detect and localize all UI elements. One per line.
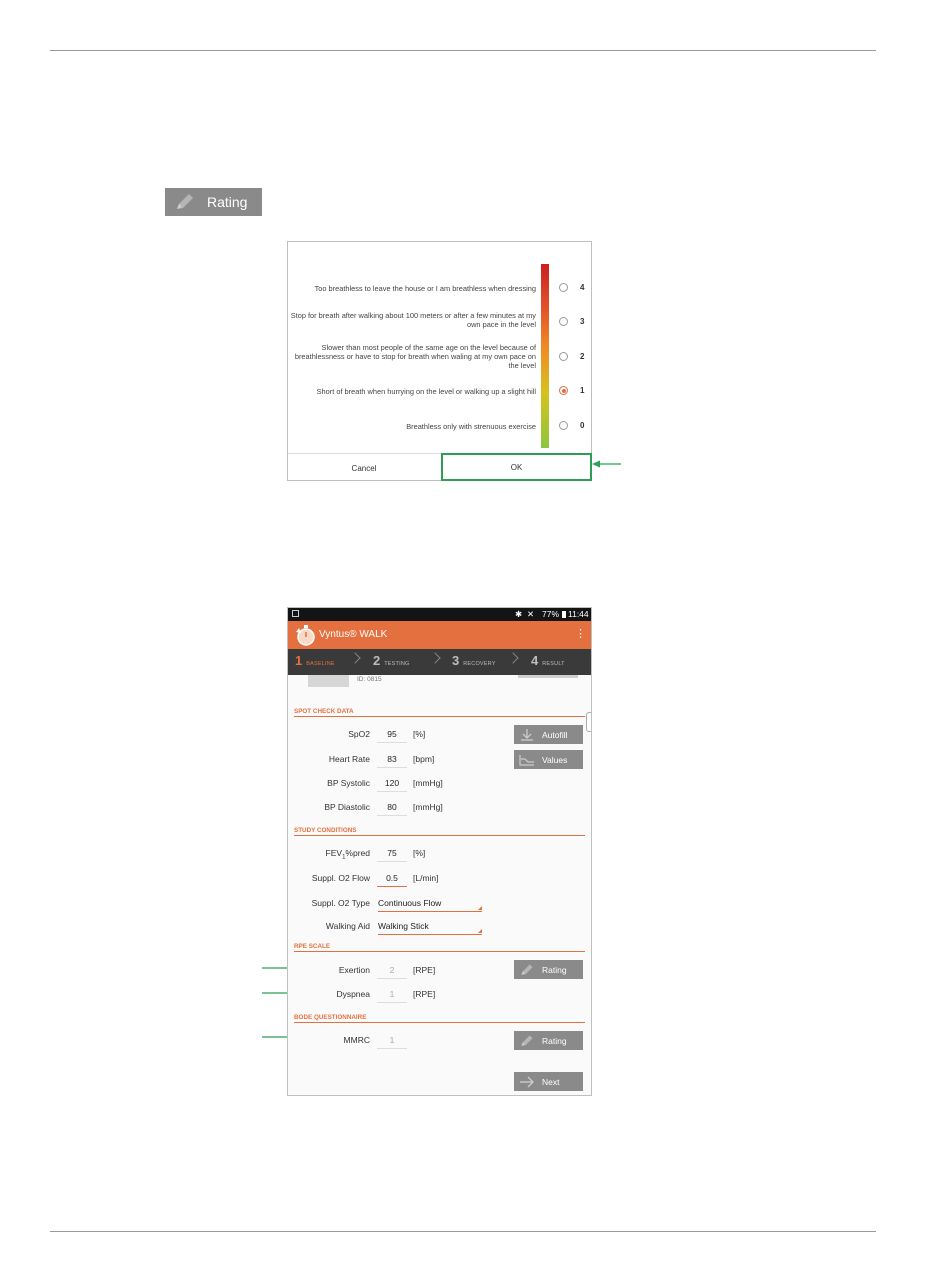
fev-field[interactable]: 75 <box>377 848 407 862</box>
values-label: Values <box>542 754 568 765</box>
bp-systolic-label: BP Systolic <box>327 778 370 788</box>
severity-gradient-bar <box>541 264 549 448</box>
rating-option-text: Too breathless to leave the house or I am breathless when dressing <box>314 284 536 293</box>
rating-option-text: Breathless only with strenuous exercise <box>406 422 536 431</box>
chart-line-icon <box>514 754 540 766</box>
step-label: RESULT <box>542 661 565 667</box>
exertion-label: Exertion <box>338 965 370 975</box>
app-title: Vyntus® WALK <box>319 629 388 640</box>
pencil-icon <box>514 1034 540 1048</box>
fev-label-main: FEV <box>325 848 343 858</box>
section-divider <box>294 835 585 836</box>
rating-value: 3 <box>580 317 585 326</box>
ok-button[interactable]: OK <box>441 453 592 481</box>
bp-systolic-unit: [mmHg] <box>413 778 443 788</box>
step-number: 1 <box>295 653 303 668</box>
step-label: RECOVERY <box>463 661 496 667</box>
mmrc-rating-dialog <box>287 241 592 481</box>
spo2-field[interactable]: 95 <box>377 729 407 743</box>
step-baseline[interactable] <box>295 653 335 668</box>
bp-systolic-field[interactable]: 120 <box>377 778 407 792</box>
spo2-unit: [%] <box>413 729 426 739</box>
arrow-right-icon <box>514 1076 540 1088</box>
step-label: BASELINE <box>306 661 335 667</box>
bp-diastolic-field[interactable]: 80 <box>377 802 407 816</box>
rating-option-text: Stop for breath after walking about 100 meters or after a few minutes at my own pace in the level <box>290 311 536 329</box>
fev-label <box>326 848 370 861</box>
rating-value: 0 <box>580 421 585 430</box>
phone-screen <box>287 607 592 1096</box>
rating-option-text: Short of breath when hurrying on the level or walking up a slight hill <box>316 387 536 396</box>
bode-rating-label: Rating <box>542 1035 567 1046</box>
pencil-icon <box>514 963 540 977</box>
rating-radio-0[interactable] <box>559 421 568 430</box>
chevron-right-icon <box>429 652 440 663</box>
mute-icon: ✕ <box>527 609 535 619</box>
step-number: 4 <box>531 653 539 668</box>
o2-flow-field[interactable]: 0.5 <box>377 873 407 887</box>
app-bar <box>288 621 591 649</box>
heart-rate-field[interactable]: 83 <box>377 754 407 768</box>
rating-radio-2[interactable] <box>559 352 568 361</box>
dyspnea-unit: [RPE] <box>413 989 436 999</box>
section-title-bode: BODE QUESTIONNAIRE <box>294 1014 367 1021</box>
overflow-menu-icon[interactable]: ⋮ <box>575 628 586 640</box>
o2-flow-label: Suppl. O2 Flow <box>311 873 370 883</box>
step-result[interactable] <box>531 653 565 668</box>
patient-id: ID: 0815 <box>357 676 382 683</box>
battery-icon <box>562 611 566 618</box>
patient-photo <box>308 675 349 687</box>
doc-rating-label: Rating <box>207 194 248 210</box>
step-testing[interactable] <box>373 653 409 668</box>
fev-unit: [%] <box>413 848 426 858</box>
section-divider <box>294 716 585 717</box>
spo2-label: SpO2 <box>348 729 370 739</box>
clock: 11:44 <box>568 609 589 619</box>
side-drawer-handle[interactable] <box>586 712 592 732</box>
chevron-right-icon <box>349 652 360 663</box>
bode-rating-button[interactable] <box>514 1031 583 1050</box>
exertion-field[interactable]: 2 <box>377 965 407 979</box>
values-button[interactable] <box>514 750 583 769</box>
rating-value: 1 <box>580 386 585 395</box>
chevron-right-icon <box>507 652 518 663</box>
page-bottom-rule <box>50 1231 876 1232</box>
mmrc-field[interactable]: 1 <box>377 1035 407 1049</box>
step-navigation <box>288 649 591 675</box>
rating-option-text: Slower than most people of the same age on the level because of breathlessness or have to stop for breath when waling at my own pace on the level <box>294 343 536 370</box>
scrolled-header-edge <box>518 675 578 678</box>
rating-radio-1[interactable] <box>559 386 568 395</box>
rating-radio-4[interactable] <box>559 283 568 292</box>
next-button[interactable] <box>514 1072 583 1091</box>
rating-radio-3[interactable] <box>559 317 568 326</box>
step-label: TESTING <box>384 661 410 667</box>
o2-type-label: Suppl. O2 Type <box>311 898 370 908</box>
stopwatch-logo-icon <box>293 624 317 646</box>
next-label: Next <box>542 1076 560 1087</box>
heart-rate-label: Heart Rate <box>328 754 370 764</box>
bp-diastolic-unit: [mmHg] <box>413 802 443 812</box>
section-divider <box>294 1022 585 1023</box>
rpe-rating-label: Rating <box>542 964 567 975</box>
rating-value: 4 <box>580 283 585 292</box>
heart-rate-unit: [bpm] <box>413 754 435 764</box>
doc-rating-button[interactable] <box>165 188 262 216</box>
status-bar <box>288 608 591 621</box>
walking-aid-label: Walking Aid <box>325 921 370 931</box>
dyspnea-field[interactable]: 1 <box>377 989 407 1003</box>
rating-value: 2 <box>580 352 585 361</box>
section-title-spot-check: SPOT CHECK DATA <box>294 708 354 715</box>
pencil-icon <box>165 192 205 212</box>
battery-percent: 77% <box>542 609 560 619</box>
step-recovery[interactable] <box>452 653 496 668</box>
step-number: 3 <box>452 653 460 668</box>
section-title-study-conditions: STUDY CONDITIONS <box>294 827 357 834</box>
o2-type-select[interactable]: Continuous Flow <box>378 898 482 912</box>
dyspnea-label: Dyspnea <box>336 989 370 999</box>
section-divider <box>294 951 585 952</box>
notification-icon <box>292 610 299 617</box>
dialog-footer <box>288 453 591 482</box>
bluetooth-icon: ✱ <box>515 609 523 619</box>
section-title-rpe-scale: RPE SCALE <box>294 943 331 950</box>
o2-flow-unit: [L/min] <box>413 873 439 883</box>
walking-aid-select[interactable]: Walking Stick <box>378 921 482 935</box>
autofill-label: Autofill <box>542 729 568 740</box>
download-icon <box>514 729 540 741</box>
mmrc-label: MMRC <box>343 1035 370 1045</box>
fev-label-sub: 1 <box>342 854 346 861</box>
rpe-rating-button[interactable] <box>514 960 583 979</box>
bp-diastolic-label: BP Diastolic <box>324 802 370 812</box>
page-top-rule <box>50 50 876 51</box>
step-number: 2 <box>373 653 381 668</box>
callout-arrow-icon <box>592 458 622 470</box>
autofill-button[interactable] <box>514 725 583 744</box>
cancel-button[interactable]: Cancel <box>351 463 377 473</box>
fev-label-rest: %pred <box>345 848 370 858</box>
exertion-unit: [RPE] <box>413 965 436 975</box>
